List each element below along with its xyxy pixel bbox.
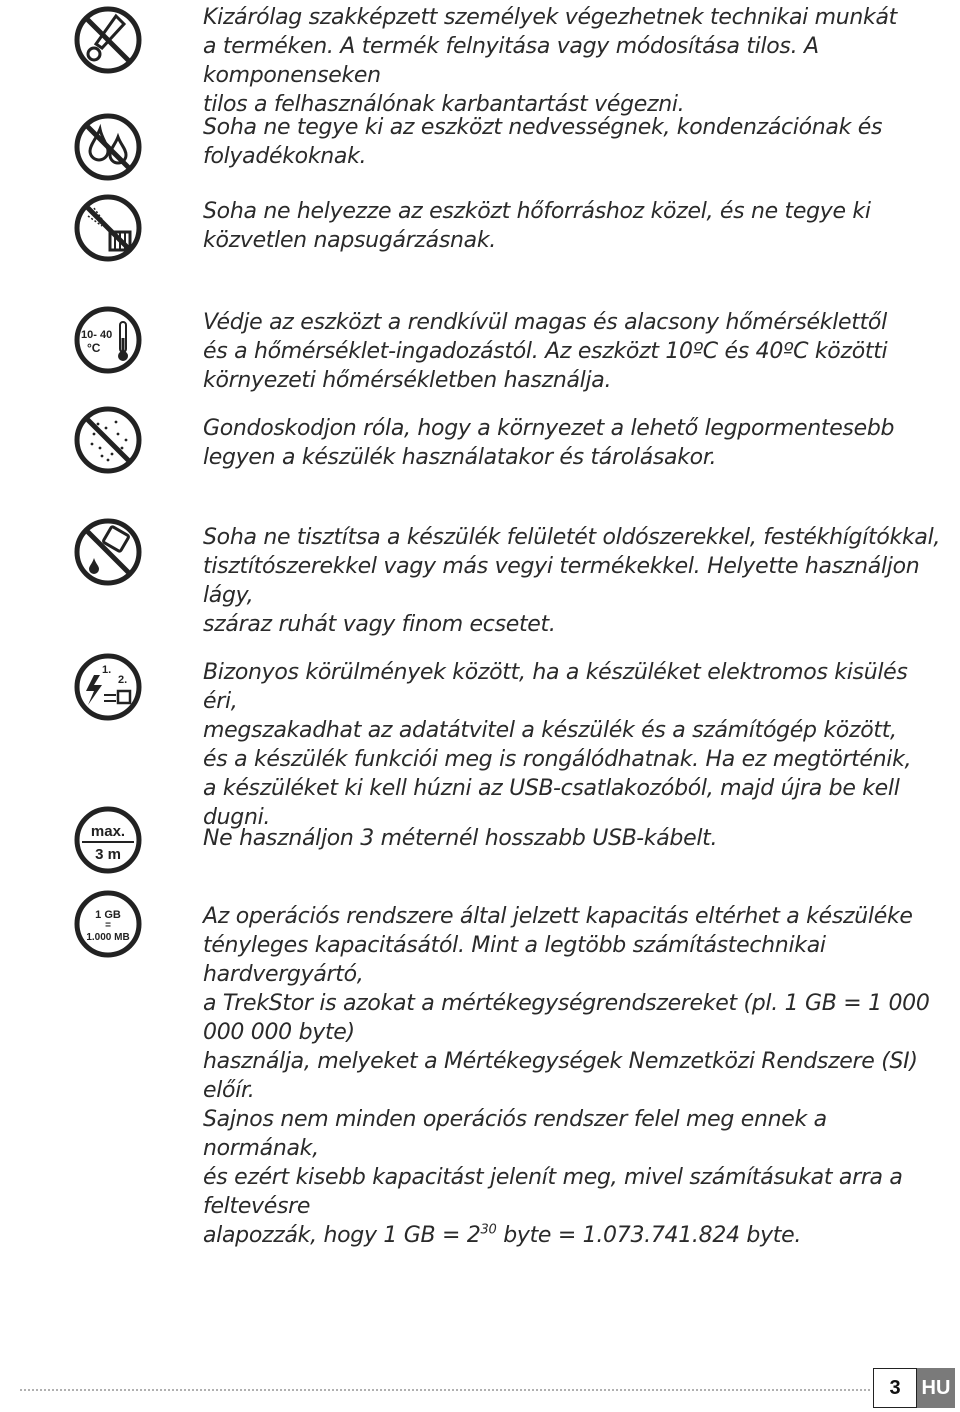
equals-label: = bbox=[105, 920, 111, 931]
page-number: 3 bbox=[873, 1368, 917, 1408]
no-heat-icon bbox=[72, 192, 144, 264]
step-two-label: 2. bbox=[118, 674, 128, 686]
footer-divider bbox=[20, 1389, 870, 1391]
gb-label: 1 GB bbox=[95, 909, 121, 921]
temperature-range-label: 10- 40 bbox=[81, 329, 113, 341]
electrostatic-replug-icon bbox=[72, 651, 144, 723]
length-label: 3 m bbox=[95, 846, 121, 863]
temperature-unit-label: °C bbox=[87, 341, 101, 355]
max-cable-length-icon bbox=[72, 804, 144, 876]
section-chemicals-text: Soha ne tisztítsa a készülék felületét oldószerekkel, festékhígítókkal, tisztítószerekkel vagy más vegyi termékekkel. Helyette használjon lágy, száraz ruhát vagy finom ecsetet. bbox=[203, 525, 941, 637]
section-cable-text: Ne használjon 3 méternél hosszabb USB-kábelt. bbox=[203, 826, 718, 851]
no-liquids-icon bbox=[72, 111, 144, 183]
section-dust-text: Gondoskodjon róla, hogy a környezet a lehető legpormentesebb legyen a készülék használatakor és tárolásakor. bbox=[203, 416, 895, 470]
mb-label: 1.000 MB bbox=[86, 932, 130, 943]
no-dust-icon bbox=[72, 404, 144, 476]
no-chemicals-icon bbox=[72, 516, 144, 588]
section-heat-text: Soha ne helyezze az eszközt hőforráshoz közel, és ne tegye ki közvetlen napsugárzásnak. bbox=[203, 199, 871, 253]
exponent: 30 bbox=[480, 1222, 497, 1238]
section-liquids-text: Soha ne tegye ki az eszközt nedvességnek, kondenzációnak és folyadékoknak. bbox=[203, 115, 883, 169]
step-one-label: 1. bbox=[102, 664, 112, 676]
gigabyte-definition-icon bbox=[72, 888, 144, 960]
capacity-last-line: alapozzák, hogy 1 GB = $2^{30}$ byte = 1.073.741.824 byte. bbox=[203, 1222, 802, 1248]
temperature-range-icon bbox=[72, 304, 144, 376]
section-electrostatic-text: Bizonyos körülmények között, ha a készüléket elektromos kisülés éri, megszakadhat az adatátvitel a készülék és a számítógép között, és a készülék funkciói meg is rongálódhatnak. Ha ez megtörténik, a készüléket ki kell húzni az USB-csatlakozóból, majd újra be kell dugni. bbox=[203, 660, 912, 830]
language-badge: HU bbox=[917, 1368, 955, 1408]
section-temperature-text: Védje az eszközt a rendkívül magas és alacsony hőmérséklettől és a hőmérséklet-ingadozástól. Az eszközt 10ºC és 40ºC közötti környezeti hőmérsékletben használja. bbox=[203, 310, 888, 393]
no-tools-icon bbox=[72, 4, 144, 76]
section-capacity-text: Az operációs rendszere által jelzett kapacitás eltérhet a készüléke tényleges kapacitásától. Mint a legtöbb számítástechnikai hardvergyártó, a TrekStor is azokat a mértékegységrendszereket (pl. 1 GB = 1 000 000 000 byte) használja, melyeket a Mértékegységek Nemzetközi Rendszere (SI) előír. Sajnos nem minden operációs rendszer felel meg ennek a normának, és ezért kisebb kapacitást jelenít meg, mivel számításukat arra a feltevésre alapozzák, hogy 1 GB = $2^{30}$ byte = 1.073.741.824 byte. bbox=[203, 902, 943, 1250]
section-tools-text: Kizárólag szakképzett személyek végezhetnek technikai munkát a terméken. A termék felnyitása vagy módosítása tilos. A komponenseken tilos a felhasználónak karbantartást végezni. bbox=[203, 5, 898, 117]
max-label: max. bbox=[90, 823, 126, 840]
